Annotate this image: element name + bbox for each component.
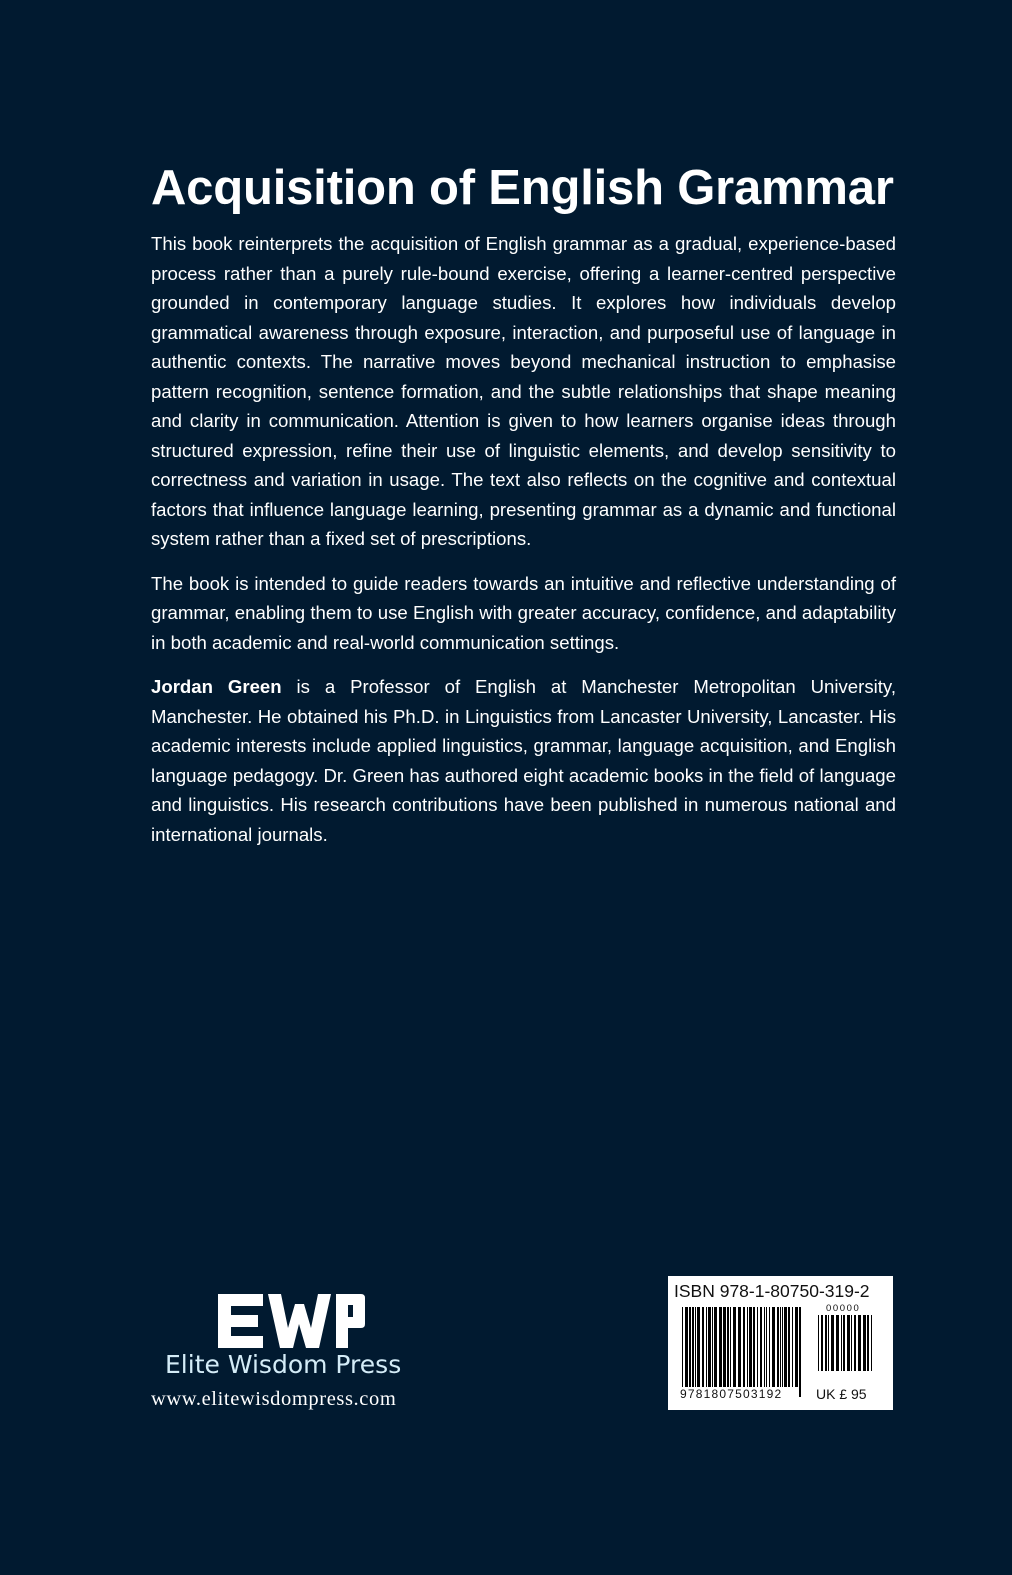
barcode-bar: [831, 1315, 834, 1371]
barcode-bar: [689, 1307, 691, 1387]
barcode-bar: [784, 1307, 787, 1387]
isbn-label: ISBN 978-1-80750-319-2: [674, 1281, 870, 1301]
barcode-bar: [719, 1307, 722, 1387]
barcode-bar: [708, 1307, 711, 1387]
barcode-bar: [777, 1307, 779, 1387]
barcode-bar: [685, 1307, 688, 1397]
barcode-bar: [757, 1307, 758, 1387]
addon-digits: 00000: [826, 1303, 861, 1314]
author-bio-text: is a Professor of English at Manchester Metropolitan University, Manchester. He obtained his Ph.D. in Linguistics from Lancaster University, Lancaster. His academic interests include applied linguistics, grammar, language acquisition, and English language pedagogy. Dr. Green has authored eight academic books in the field of language and linguistics. His research contributions have been published in numerous national and international journals.: [151, 676, 896, 845]
barcode-bar: [780, 1307, 781, 1387]
isbn-barcode: [668, 1276, 893, 1410]
blurb-paragraph-1: This book reinterprets the acquisition of English grammar as a gradual, experience-based process rather than a purely rule-bound exercise, offering a learner-centred perspective grounded in contemporary language studies. It explores how individuals develop grammatical awareness through exposure, interaction, and purposeful use of language in authentic contexts. The narrative moves beyond mechanical instruction to emphasise pattern recognition, sentence formation, and the subtle relationships that shape meaning and clarity in communication. Attention is given to how learners organise ideas through structured expression, refine their use of linguistic elements, and develop sensitivity to correctness and variation in usage. The text also reflects on the cognitive and contextual factors that influence language learning, presenting grammar as a dynamic and functional system rather than a fixed set of prescriptions.: [151, 233, 896, 549]
barcode-bar: [788, 1307, 790, 1387]
barcode-bar: [747, 1307, 748, 1387]
barcode-bar: [733, 1307, 736, 1387]
barcode-bar: [863, 1315, 866, 1371]
barcode-bar: [753, 1307, 755, 1387]
barcode-bar: [706, 1307, 707, 1387]
barcode-bar: [692, 1307, 694, 1387]
barcode-bar: [795, 1307, 798, 1387]
barcode-bar: [858, 1315, 861, 1371]
barcode-bar: [825, 1315, 827, 1371]
barcode-bar: [871, 1315, 872, 1371]
barcode-bar: [714, 1307, 717, 1387]
barcode-bar: [769, 1307, 770, 1387]
blurb-paragraph-2: The book is intended to guide readers towards an intuitive and reflective understanding of grammar, enabling them to use English with greater accuracy, confidence, and adaptability in both academic and real-world communication settings.: [151, 572, 896, 653]
addon-barcode-bars: [818, 1315, 878, 1389]
author-bio: [151, 672, 896, 849]
ean-digits: 9781807503192: [680, 1387, 783, 1401]
barcode-bar: [854, 1315, 856, 1371]
barcode-bar: [818, 1315, 819, 1371]
barcode-bar: [772, 1307, 775, 1387]
publisher-name: Elite Wisdom Press: [165, 1350, 402, 1379]
barcode-bar: [792, 1307, 793, 1387]
barcode-bar: [867, 1315, 869, 1371]
barcode-bar: [828, 1315, 829, 1371]
barcode-bar: [760, 1307, 762, 1387]
barcode-bar: [836, 1315, 839, 1371]
barcode-bar: [749, 1307, 752, 1387]
barcode-bar: [843, 1315, 845, 1371]
barcode-bar: [764, 1307, 765, 1387]
barcode-bar: [730, 1307, 731, 1387]
barcode-bar: [695, 1307, 696, 1387]
publisher-logo-icon: [218, 1294, 365, 1348]
barcode-bar: [712, 1307, 713, 1387]
barcode-bar: [697, 1307, 700, 1387]
ean-barcode-bars: [682, 1307, 810, 1397]
barcode-bar: [723, 1307, 726, 1387]
barcode-bar: [743, 1307, 745, 1397]
barcode-bar: [841, 1315, 842, 1371]
author-name: Jordan Green: [151, 676, 282, 697]
book-title: Acquisition of English Grammar: [151, 161, 894, 215]
price: UK £ 95: [816, 1386, 867, 1402]
publisher-url: www.elitewisdompress.com: [151, 1388, 397, 1410]
barcode-bar: [782, 1307, 783, 1387]
barcode-bar: [727, 1307, 729, 1387]
barcode-bar: [799, 1307, 801, 1397]
barcode-bar: [851, 1315, 852, 1371]
barcode-bar: [766, 1307, 767, 1387]
barcode-bar: [702, 1307, 704, 1387]
barcode-bar: [682, 1307, 683, 1397]
barcode-bar: [847, 1315, 850, 1371]
barcode-bar: [821, 1315, 823, 1371]
barcode-bar: [738, 1307, 741, 1387]
blurb: [151, 229, 896, 864]
